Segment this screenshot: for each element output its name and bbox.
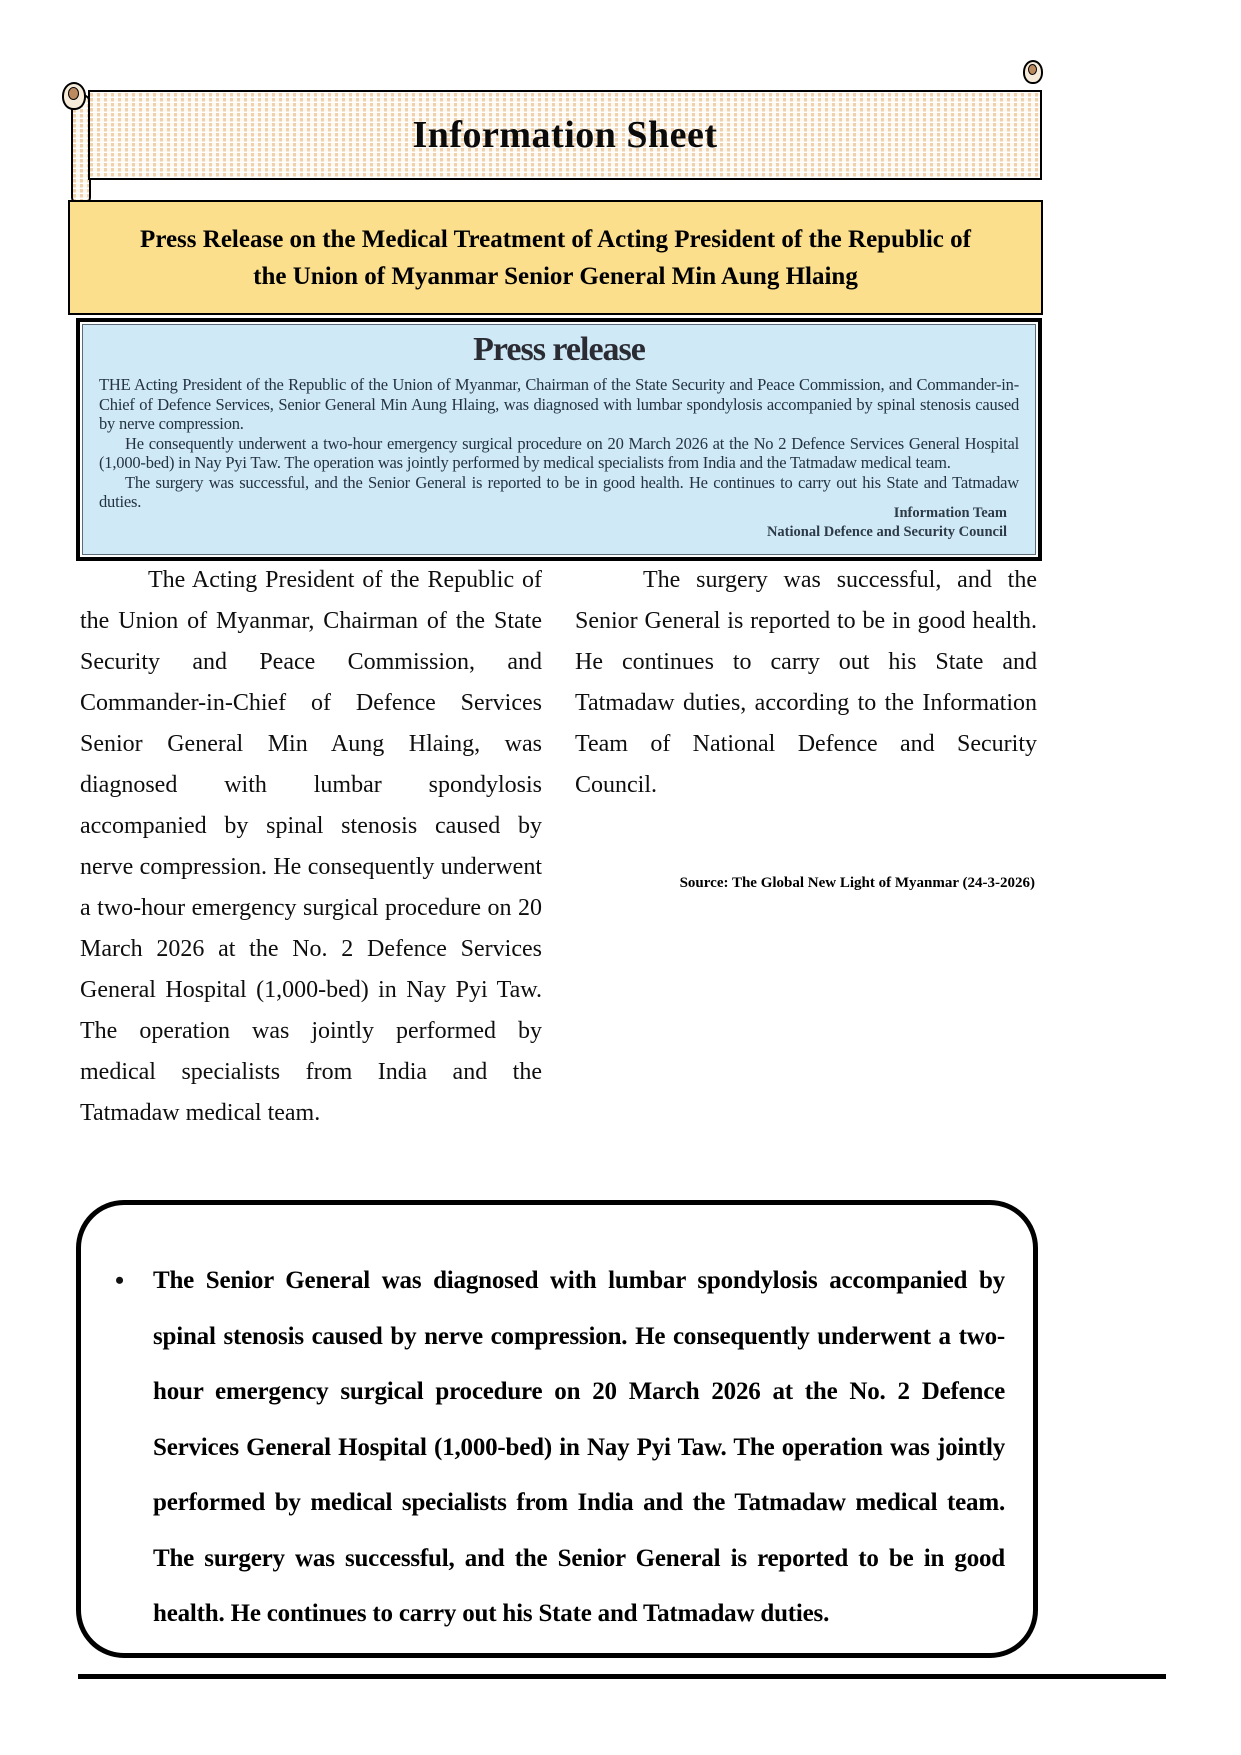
headline-box bbox=[68, 200, 1043, 315]
scroll-curl-left-icon bbox=[62, 82, 86, 110]
signature-team: Information Team bbox=[893, 505, 1007, 521]
article-right-paragraph: The surgery was successful, and the Senior General is reported to be in good health. He continues to carry out his State and Tatmadaw duties, according to the Information Team of National Defence and Security Council. bbox=[575, 567, 1037, 798]
headline-line-2: the Union of Myanmar Senior General Min Aung Hlaing bbox=[253, 262, 858, 290]
press-release-heading: Press release bbox=[473, 331, 645, 368]
press-release-paragraph: The surgery was successful, and the Senior General is reported to be in good health. He continues to carry out his State and Tatmadaw duties. bbox=[99, 472, 1019, 511]
press-release-paragraph: He consequently underwent a two-hour emergency surgical procedure on 20 March 2026 at the No 2 Defence Services General Hospital (1,000-bed) in Nay Pyi Taw. The operation was jointly performed by medical specialists from India and the Tatmadaw medical team. bbox=[99, 433, 1019, 472]
page-title: Information Sheet bbox=[412, 114, 718, 156]
article-right-column bbox=[575, 560, 1037, 1134]
press-release-signature bbox=[767, 504, 1007, 542]
headline-line-1: Press Release on the Medical Treatment of Acting President of the Republic of bbox=[140, 225, 971, 253]
press-release-box bbox=[76, 318, 1042, 561]
bottom-divider bbox=[78, 1674, 1166, 1679]
article-left-paragraph: The Acting President of the Republic of the Union of Myanmar, Chairman of the State Security and Peace Commission, and Commander-in-Chief of Defence Services Senior General Min Aung Hlaing, was diagnosed with lumbar spondylosis accompanied by spinal stenosis caused by nerve compression. He consequently underwent a two-hour emergency surgical procedure on 20 March 2026 at the No. 2 Defence Services General Hospital (1,000-bed) in Nay Pyi Taw. The operation was jointly performed by medical specialists from India and the Tatmadaw medical team. bbox=[80, 567, 542, 1126]
summary-box bbox=[76, 1200, 1038, 1658]
scroll-curl-right-icon bbox=[1023, 60, 1043, 84]
summary-text: The Senior General was diagnosed with lumbar spondylosis accompanied by spinal stenosis caused by nerve compression. He consequently underwent a two-hour emergency surgical procedure on 20 March 2026 at the No. 2 Defence Services General Hospital (1,000-bed) in Nay Pyi Taw. The operation was jointly performed by medical specialists from India and the Tatmadaw medical team. The surgery was successful, and the Senior General is reported to be in good health. He continues to carry out his State and Tatmadaw duties. bbox=[153, 1267, 1005, 1627]
bullet-icon: • bbox=[115, 1266, 125, 1295]
press-release-inner bbox=[82, 324, 1036, 555]
article-columns bbox=[80, 560, 1037, 1134]
source-citation: Source: The Global New Light of Myanmar (24-3-2026) bbox=[679, 875, 1035, 891]
banner bbox=[88, 90, 1042, 180]
article-left-column bbox=[80, 560, 542, 1134]
summary-bullet-item bbox=[105, 1253, 1005, 1642]
press-release-paragraph: THE Acting President of the Republic of the Union of Myanmar, Chairman of the State Security and Peace Commission, and Commander-in-Chief of Defence Services, Senior General Min Aung Hlaing, was diagnosed with lumbar spondylosis accompanied by spinal stenosis caused by nerve compression. bbox=[99, 375, 1019, 433]
signature-council: National Defence and Security Council bbox=[766, 524, 1007, 540]
press-release-body bbox=[99, 375, 1019, 512]
